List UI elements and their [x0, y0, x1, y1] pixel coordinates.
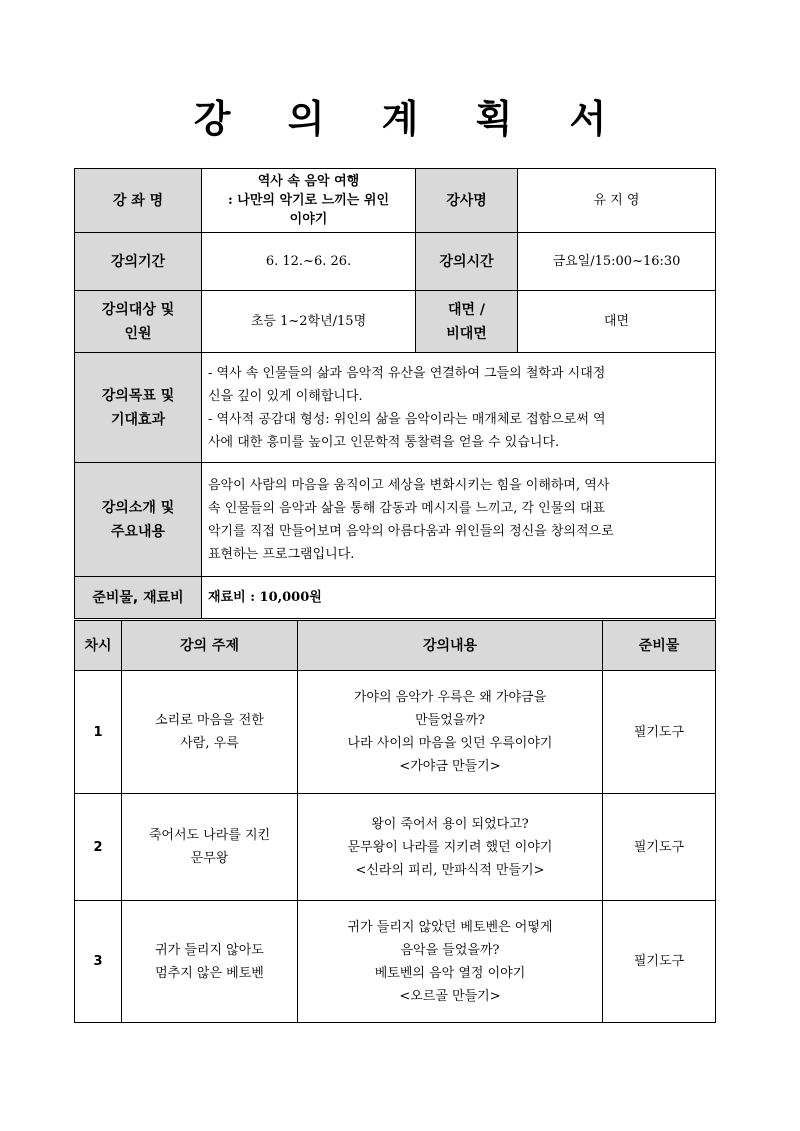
mode-label-line: 비대면 — [446, 325, 487, 342]
topic-line: 소리로 마음을 전한 — [155, 713, 264, 728]
course-name-label: 강 좌 명 — [75, 169, 202, 233]
intro-label-line: 주요내용 — [110, 523, 166, 540]
topic-line: 멈추지 않은 베토벤 — [155, 965, 264, 981]
goal-value — [202, 353, 716, 463]
content-line: 왕이 죽어서 용이 되었다고? — [371, 816, 529, 832]
session-topic — [122, 794, 298, 901]
goal-line: - 역사 속 인물들의 삶과 음악적 유산을 연결하여 그들의 철학과 시대정 — [208, 365, 606, 381]
topic-line: 귀가 들리지 않아도 — [155, 942, 264, 958]
content-line: <오르골 만들기> — [399, 988, 501, 1004]
course-info-table — [74, 168, 716, 619]
session-prep: 필기도구 — [603, 901, 716, 1023]
intro-label-line: 강의소개 및 — [101, 499, 175, 516]
mode-label — [416, 291, 518, 353]
session-number: 1 — [75, 671, 122, 794]
period-value: 6. 12.~6. 26. — [202, 233, 416, 291]
table-row — [75, 671, 716, 794]
instructor-value: 유 지 영 — [518, 169, 716, 233]
session-prep: 필기도구 — [603, 671, 716, 794]
header-session: 차시 — [75, 621, 122, 671]
target-label-line: 강의대상 및 — [101, 301, 175, 318]
goal-line: 사에 대한 흥미를 높이고 인문학적 통찰력을 얻을 수 있습니다. — [208, 434, 560, 450]
header-prep: 준비물 — [603, 621, 716, 671]
course-name-value — [202, 169, 416, 233]
target-label — [75, 291, 202, 353]
content-line: <신라의 피리, 만파식적 만들기> — [355, 862, 545, 878]
content-line: 문무왕이 나라를 지키려 했던 이야기 — [347, 839, 553, 855]
topic-line: 문무왕 — [190, 851, 229, 866]
goal-label — [75, 353, 202, 463]
time-value: 금요일/15:00~16:30 — [518, 233, 716, 291]
goal-label-line: 기대효과 — [110, 411, 166, 428]
table-row — [75, 901, 716, 1023]
content-line: 가야의 음악가 우륵은 왜 가야금을 — [353, 690, 547, 705]
intro-value — [202, 463, 716, 577]
goal-line: - 역사적 공감대 형성: 위인의 삶을 음악이라는 매개체로 접함으로써 역 — [208, 411, 606, 427]
intro-line: 음악이 사람의 마음을 움직이고 세상을 변화시키는 힘을 이해하며, 역사 — [208, 477, 610, 493]
page-title: 강 의 계 획 서 — [193, 97, 629, 141]
mode-label-line: 대면 / — [447, 301, 486, 318]
session-content — [298, 901, 603, 1023]
intro-label — [75, 463, 202, 577]
topic-line: 죽어서도 나라를 지킨 — [148, 828, 271, 843]
intro-line: 악기를 직접 만들어보며 음악의 아름다움과 위인들의 정신을 창의적으로 — [208, 523, 614, 539]
session-content — [298, 671, 603, 794]
content-line: 나라 사이의 마음을 잇던 우륵이야기 — [347, 736, 553, 751]
course-name-line: : 나만의 악기로 느끼는 위인 — [227, 193, 390, 208]
course-name-line: 이야기 — [289, 212, 328, 227]
content-line: <가야금 만들기> — [399, 759, 501, 774]
content-line: 만들었을까? — [415, 713, 485, 728]
header-topic: 강의 주제 — [122, 621, 298, 671]
materials-label: 준비물, 재료비 — [75, 577, 202, 619]
content-line: 음악을 들었을까? — [400, 942, 500, 958]
session-number: 2 — [75, 794, 122, 901]
instructor-label: 강사명 — [416, 169, 518, 233]
course-name-line: 역사 속 음악 여행 — [257, 174, 360, 189]
intro-line: 속 인물들의 음악과 삶을 통해 감동과 메시지를 느끼고, 각 인물의 대표 — [208, 500, 606, 516]
session-topic — [122, 671, 298, 794]
goal-label-line: 강의목표 및 — [101, 387, 175, 404]
content-line: 베토벤의 음악 열정 이야기 — [374, 965, 526, 981]
period-label: 강의기간 — [75, 233, 202, 291]
session-content — [298, 794, 603, 901]
schedule-table — [74, 620, 716, 1023]
target-label-line: 인원 — [124, 325, 152, 342]
intro-line: 표현하는 프로그램입니다. — [208, 546, 355, 562]
time-label: 강의시간 — [416, 233, 518, 291]
header-content: 강의내용 — [298, 621, 603, 671]
session-number: 3 — [75, 901, 122, 1023]
session-prep: 필기도구 — [603, 794, 716, 901]
mode-value: 대면 — [518, 291, 716, 353]
topic-line: 사람, 우륵 — [180, 736, 239, 751]
target-value: 초등 1~2학년/15명 — [202, 291, 416, 353]
goal-line: 신을 깊이 있게 이해합니다. — [208, 388, 363, 404]
content-line: 귀가 들리지 않았던 베토벤은 어떻게 — [347, 919, 553, 935]
table-row — [75, 794, 716, 901]
session-topic — [122, 901, 298, 1023]
materials-value: 재료비 : 10,000원 — [202, 577, 716, 619]
